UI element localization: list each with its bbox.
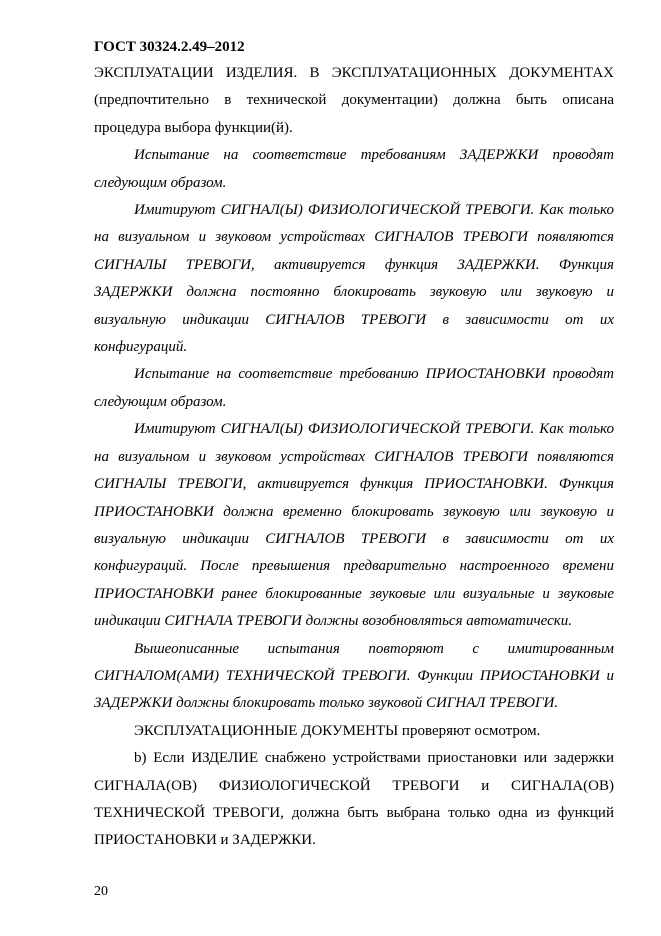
paragraph-technical-alarm-repeat: Вышеописанные испытания повторяют с имитированным СИГНАЛОМ(АМИ) ТЕХНИЧЕСКОЙ ТРЕВОГИ. Функции ПРИОСТАНОВКИ и ЗАДЕРЖКИ должны блокировать только звуковой СИГНАЛ ТРЕВОГИ.: [94, 640, 614, 712]
page-number: 20: [94, 884, 108, 899]
paragraph-operation-docs: ЭКСПЛУАТАЦИИ ИЗДЕЛИЯ. В ЭКСПЛУАТАЦИОННЫХ ДОКУМЕНТАХ (предпочтительно в технической документации) должна быть описана процедура выбора функции(й).: [94, 65, 614, 136]
paragraph-item-b: b) Если ИЗДЕЛИЕ снабжено устройствами приостановки или задержки СИГНАЛА(ОВ) ФИЗИОЛОГИЧЕСКОЙ ТРЕВОГИ и СИГНАЛА(ОВ) ТЕХНИЧЕСКОЙ ТРЕВОГИ, должна быть выбрана только одна из функций ПРИОСТАНОВКИ и ЗАДЕРЖКИ.: [94, 750, 614, 849]
paragraph-delay-test-procedure: Имитируют СИГНАЛ(Ы) ФИЗИОЛОГИЧЕСКОЙ ТРЕВОГИ. Как только на визуальном и звуковом устройствах СИГНАЛОВ ТРЕВОГИ появляются СИГНАЛЫ ТРЕВОГИ, активируется функция ЗАДЕРЖКИ. Функция ЗАДЕРЖКИ должна постоянно блокировать звуковую или звуковую и визуальную индикации СИГНАЛОВ ТРЕВОГИ в зависимости от их конфигураций.: [94, 202, 614, 356]
paragraph-delay-test-intro: Испытание на соответствие требованиям ЗАДЕРЖКИ проводят следующим образом.: [94, 147, 614, 191]
paragraph-documents-check: ЭКСПЛУАТАЦИОННЫЕ ДОКУМЕНТЫ проверяют осмотром.: [134, 722, 541, 739]
document-body: [94, 60, 614, 855]
document-header: ГОСТ 30324.2.49–2012: [94, 39, 245, 55]
paragraph-pause-test-intro: Испытание на соответствие требованию ПРИОСТАНОВКИ проводят следующим образом.: [94, 366, 614, 410]
paragraph-pause-test-procedure: Имитируют СИГНАЛ(Ы) ФИЗИОЛОГИЧЕСКОЙ ТРЕВОГИ. Как только на визуальном и звуковом устройствах СИГНАЛОВ ТРЕВОГИ появляются СИГНАЛЫ ТРЕВОГИ, активируется функция ПРИОСТАНОВКИ. Функция ПРИОСТАНОВКИ должна временно блокировать звуковую или звуковую и визуальную индикации СИГНАЛОВ ТРЕВОГИ в зависимости от их конфигураций. После превышения предварительно настроенного времени ПРИОСТАНОВКИ ранее блокированные звуковые или визуальные и звуковые индикации СИГНАЛА ТРЕВОГИ должны возобновляться автоматически.: [94, 421, 614, 630]
